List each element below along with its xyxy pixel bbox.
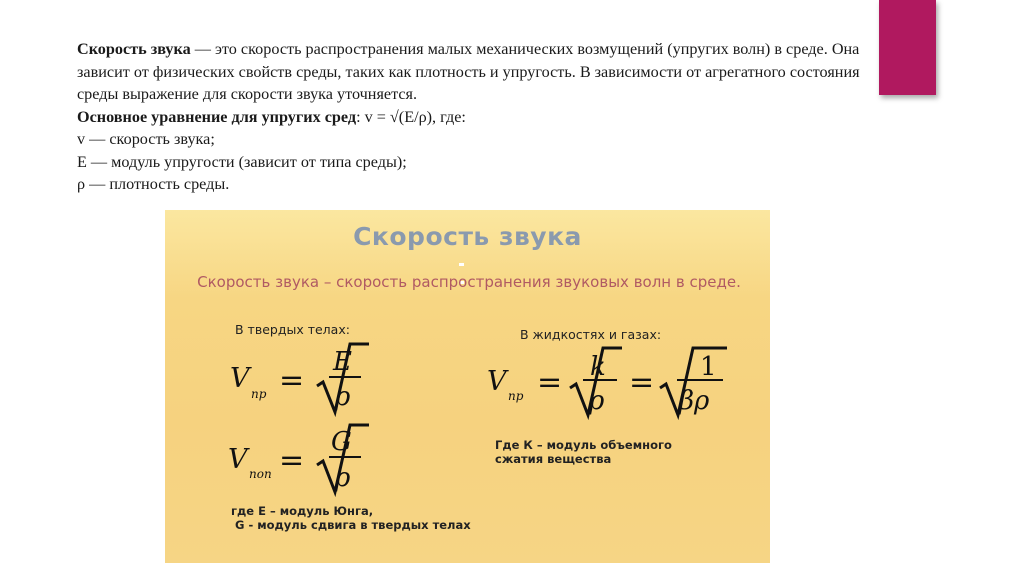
f3-sub: пр bbox=[508, 389, 524, 403]
f1-v: V bbox=[230, 363, 250, 394]
liquids-note-line2: сжатия вещества bbox=[495, 452, 612, 466]
legend-rho: ρ — плотность среды. bbox=[77, 175, 230, 193]
f1-eq: = bbox=[279, 363, 305, 398]
legend-v: v — скорость звука; bbox=[77, 130, 215, 148]
paragraph-equation bbox=[77, 106, 877, 129]
f1-sub: пр bbox=[251, 387, 267, 401]
definition-text: — это скорость распространения малых механических возмущений (упругих волн) в среде. Она зависит от физических свойств среды, таких как плотность и упругость. В зависимости от агрегатного состояния среды выражение для скорости звука уточняется. bbox=[77, 40, 860, 103]
f3-num2: 1 bbox=[700, 352, 717, 382]
figure-title: Скорость звука bbox=[353, 222, 582, 251]
f1-den: ρ bbox=[335, 382, 351, 412]
f2-sub: поп bbox=[249, 467, 272, 481]
solids-label: В твердых телах: bbox=[235, 322, 350, 337]
figure-definition: Скорость звука – скорость распространения звуковых волн в среде. bbox=[197, 273, 741, 291]
liquids-label: В жидкостях и газах: bbox=[520, 327, 662, 342]
solids-note-line2: G - модуль сдвига в твердых телах bbox=[235, 518, 471, 532]
f1-num: E bbox=[333, 347, 352, 377]
f3-den1: ρ bbox=[589, 386, 605, 416]
solids-note-line1: где Е – модуль Юнга, bbox=[231, 504, 374, 518]
liquids-note bbox=[495, 438, 672, 466]
paragraph-definition bbox=[77, 38, 877, 106]
accent-bar bbox=[879, 0, 936, 95]
f3-num1: k bbox=[590, 352, 606, 382]
liquids-note-line1: Где К – модуль объемного bbox=[495, 438, 672, 452]
equation-heading: Основное уравнение для упругих сред bbox=[77, 107, 357, 126]
f3-eq1: = bbox=[537, 365, 563, 400]
solids-note bbox=[231, 504, 471, 532]
f2-eq: = bbox=[279, 443, 305, 478]
f3-den2: βρ bbox=[679, 386, 710, 416]
legend-e: E — модуль упругости (зависит от типа среды); bbox=[77, 152, 407, 171]
f2-num: G bbox=[331, 427, 352, 457]
formula-figure bbox=[165, 210, 770, 563]
text-block bbox=[77, 38, 877, 196]
f3-v: V bbox=[487, 366, 507, 397]
f3-eq2: = bbox=[629, 365, 655, 400]
term-sound-speed: Скорость звука bbox=[77, 40, 191, 58]
f2-den: ρ bbox=[335, 463, 351, 493]
f2-v: V bbox=[228, 444, 248, 475]
equation-text: : v = √(E/ρ), где: bbox=[356, 107, 466, 126]
